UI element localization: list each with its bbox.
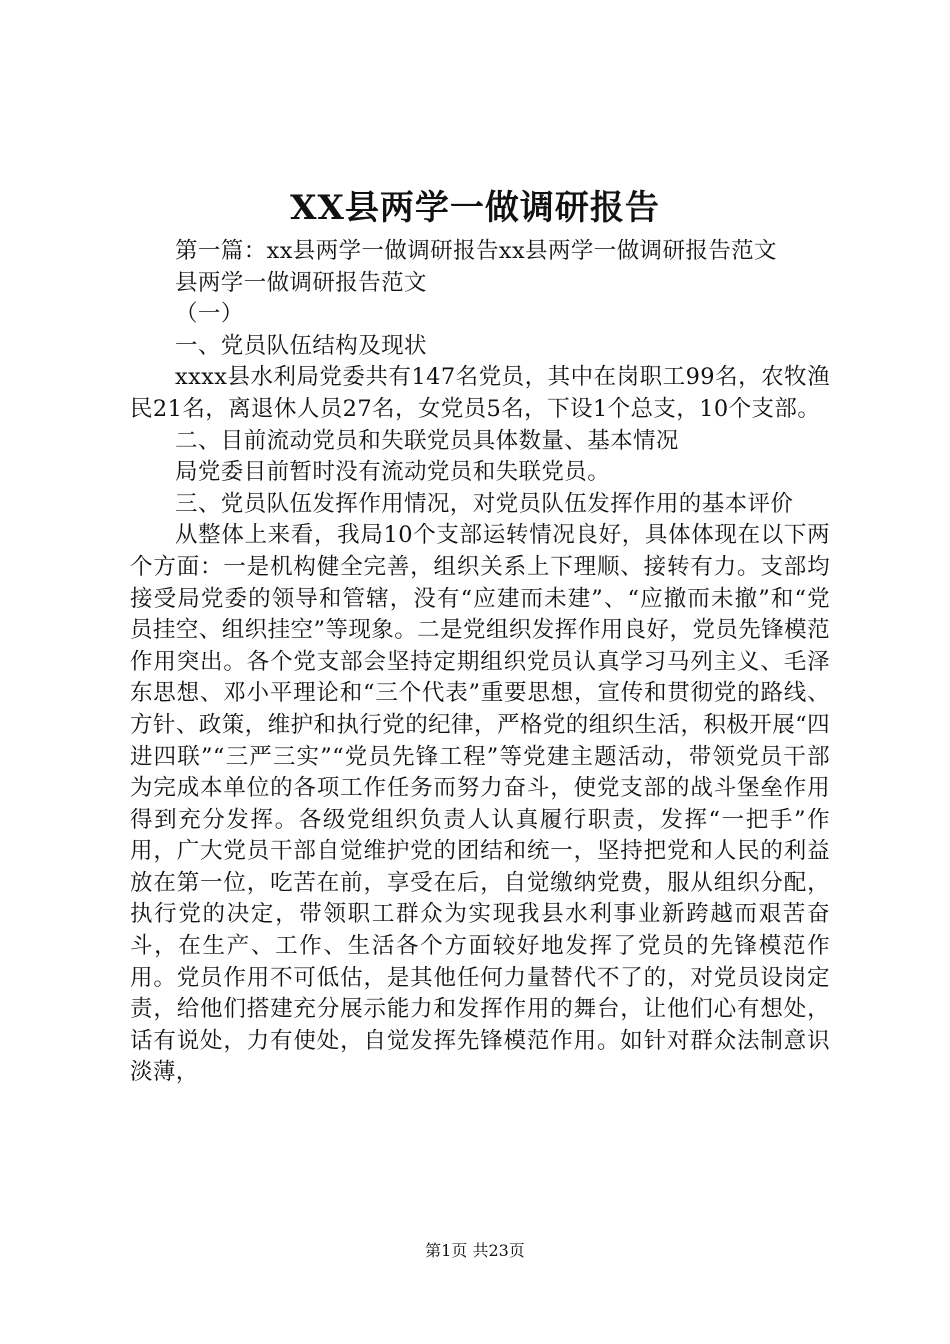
paragraph-section-three-heading: 三、党员队伍发挥作用情况，对党员队伍发挥作用的基本评价: [175, 490, 794, 517]
paragraph-member-structure: xxxx县水利局党委共有147名党员，其中在岗职工99名，农牧渔民21名，离退休人员27名，女党员5名，下设1个总支，10个支部。: [130, 364, 830, 422]
paragraph-section-one-heading: 一、党员队伍结构及现状: [175, 332, 427, 359]
paragraph-heading-part-one: 第一篇：xx县两学一做调研报告xx县两学一做调研报告范文: [175, 238, 777, 264]
paragraph-section-number: （一）: [175, 301, 244, 328]
document-body: [130, 236, 830, 1089]
paragraph-section-two-heading: 二、目前流动党员和失联党员具体数量、基本情况: [175, 427, 679, 454]
paragraph-mobile-members: 局党委目前暂时没有流动党员和失联党员。: [175, 459, 611, 486]
paragraph-overall-evaluation: 从整体上来看，我局10个支部运转情况良好，具体体现在以下两个方面：一是机构健全完善，组织关系上下理顺、接转有力。支部均接受局党委的领导和管辖，没有“应建而未建”、“应撤而未撤”和“党员挂空、组织挂空”等现象。二是党组织发挥作用良好，党员先锋模范作用突出。各个党支部会坚持定期组织党员认真学习马列主义、毛泽东思想、邓小平理论和“三个代表”重要思想，宣传和贯彻党的路线、方针、政策，维护和执行党的纪律，严格党的组织生活，积极开展“四进四联”“三严三实”“党员先锋工程”等党建主题活动，带领党员干部为完成本单位的各项工作任务而努力奋斗，使党支部的战斗堡垒作用得到充分发挥。各级党组织负责人认真履行职责，发挥“一把手”作用，广大党员干部自觉维护党的团结和统一，坚持把党和人民的利益放在第一位，吃苦在前，享受在后，自觉缴纳党费，服从组织分配，执行党的决定，带领职工群众为实现我县水利事业新跨越而艰苦奋斗，在生产、工作、生活各个方面较好地发挥了党员的先锋模范作用。党员作用不可低估，是其他任何力量替代不了的，对党员设岗定责，给他们搭建充分展示能力和发挥作用的舞台，让他们心有想处，话有说处，力有使处，自觉发挥先锋模范作用。如针对群众法制意识淡薄，: [130, 522, 830, 1086]
paragraph-subtitle: 县两学一做调研报告范文: [175, 269, 427, 296]
document-title: XX县两学一做调研报告: [290, 188, 660, 228]
page-footer: 第1页 共23页: [425, 1241, 525, 1260]
